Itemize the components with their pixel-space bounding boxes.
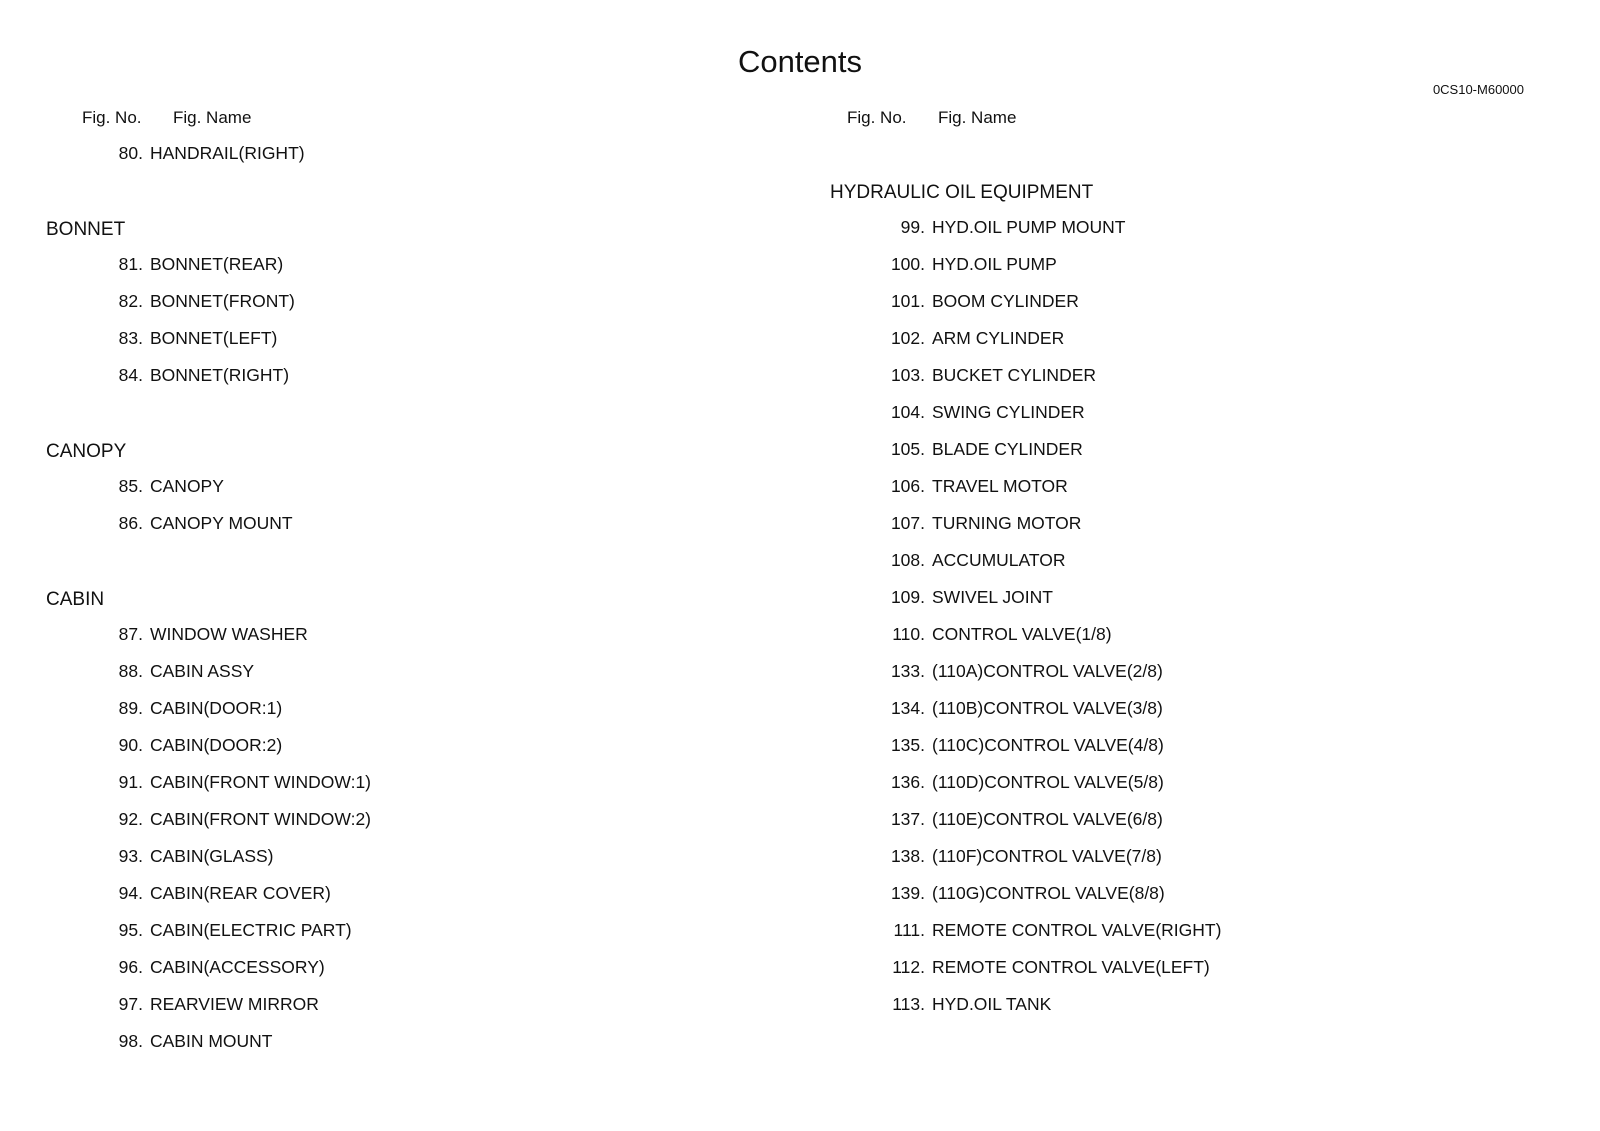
contents-entry[interactable]: [830, 248, 1530, 285]
fig-name: REMOTE CONTROL VALVE(RIGHT): [932, 920, 1222, 940]
contents-entry[interactable]: [830, 803, 1530, 840]
contents-entry[interactable]: [46, 1025, 746, 1062]
fig-number: 97.: [118, 994, 143, 1014]
page-title: Contents: [737, 44, 863, 79]
contents-entry[interactable]: [46, 729, 746, 766]
contents-entry[interactable]: [830, 322, 1530, 359]
fig-name: BONNET(RIGHT): [150, 365, 290, 385]
fig-number: 137.: [890, 809, 925, 829]
fig-name: REMOTE CONTROL VALVE(LEFT): [932, 957, 1210, 977]
contents-entry[interactable]: [830, 433, 1530, 470]
fig-number: 104.: [890, 402, 925, 422]
contents-entry[interactable]: [46, 507, 746, 544]
fig-name: WINDOW WASHER: [150, 624, 308, 644]
contents-entry[interactable]: [46, 470, 746, 507]
fig-name: BONNET(FRONT): [150, 291, 295, 311]
fig-number: 135.: [890, 735, 925, 755]
fig-name: HYD.OIL PUMP MOUNT: [932, 217, 1126, 237]
fig-name: ARM CYLINDER: [932, 328, 1065, 348]
fig-name: (110A)CONTROL VALVE(2/8): [932, 661, 1163, 681]
fig-number: 92.: [118, 809, 143, 829]
fig-number: 107.: [890, 513, 925, 533]
fig-number: 111.: [893, 920, 925, 940]
section-heading: HYDRAULIC OIL EQUIPMENT: [830, 182, 1094, 203]
fig-name: CABIN(REAR COVER): [150, 883, 331, 903]
fig-number: 93.: [118, 846, 143, 866]
left-contents-column: [46, 137, 746, 1062]
fig-number: 99.: [900, 217, 925, 237]
fig-number: 88.: [118, 661, 143, 681]
fig-name: (110B)CONTROL VALVE(3/8): [932, 698, 1163, 718]
contents-entry[interactable]: [46, 692, 746, 729]
contents-entry[interactable]: [830, 729, 1530, 766]
fig-number: 95.: [118, 920, 143, 940]
fig-name: HYD.OIL TANK: [932, 994, 1052, 1014]
fig-number: 80.: [118, 143, 143, 163]
fig-number: 108.: [890, 550, 925, 570]
fig-number: 94.: [118, 883, 143, 903]
fig-name: CONTROL VALVE(1/8): [932, 624, 1112, 644]
fig-name-header: Fig. Name: [173, 108, 252, 127]
fig-number: 112.: [892, 957, 925, 977]
fig-name: BOOM CYLINDER: [932, 291, 1079, 311]
fig-name: (110E)CONTROL VALVE(6/8): [932, 809, 1163, 829]
contents-entry[interactable]: [830, 914, 1530, 951]
fig-name: HANDRAIL(RIGHT): [150, 143, 305, 163]
right-contents-column: [830, 137, 1530, 1025]
blank-row: [830, 137, 1530, 174]
fig-name: SWING CYLINDER: [932, 402, 1085, 422]
fig-number: 83.: [118, 328, 143, 348]
contents-entry[interactable]: [46, 840, 746, 877]
contents-entry[interactable]: [46, 988, 746, 1025]
fig-number: 110.: [892, 624, 925, 644]
fig-name: TURNING MOTOR: [932, 513, 1082, 533]
contents-entry[interactable]: [46, 877, 746, 914]
section-heading-row: [46, 211, 746, 248]
blank-row: [46, 396, 746, 433]
fig-number: 109.: [890, 587, 925, 607]
fig-number: 82.: [118, 291, 143, 311]
fig-name: BLADE CYLINDER: [932, 439, 1083, 459]
fig-name: (110F)CONTROL VALVE(7/8): [932, 846, 1162, 866]
fig-name: (110C)CONTROL VALVE(4/8): [932, 735, 1164, 755]
fig-number: 85.: [118, 476, 143, 496]
fig-name: CABIN(FRONT WINDOW:2): [150, 809, 372, 829]
fig-number: 138.: [890, 846, 925, 866]
fig-name: (110D)CONTROL VALVE(5/8): [932, 772, 1164, 792]
contents-entry[interactable]: [830, 766, 1530, 803]
fig-number: 100.: [890, 254, 925, 274]
fig-number: 105.: [890, 439, 925, 459]
fig-number: 90.: [118, 735, 143, 755]
fig-number: 106.: [890, 476, 925, 496]
contents-entry[interactable]: [830, 507, 1530, 544]
contents-entry[interactable]: [46, 951, 746, 988]
fig-name: HYD.OIL PUMP: [932, 254, 1057, 274]
contents-entry[interactable]: [830, 988, 1530, 1025]
contents-entry[interactable]: [830, 655, 1530, 692]
fig-number: 139.: [890, 883, 925, 903]
fig-number: 87.: [118, 624, 143, 644]
section-heading-row: [46, 581, 746, 618]
contents-entry[interactable]: [830, 877, 1530, 914]
fig-number: 96.: [118, 957, 143, 977]
contents-entry[interactable]: [830, 618, 1530, 655]
contents-entry[interactable]: [830, 359, 1530, 396]
section-heading-row: [830, 174, 1530, 211]
contents-entry[interactable]: [830, 285, 1530, 322]
fig-name: BONNET(REAR): [150, 254, 284, 274]
fig-no-header: Fig. No.: [847, 108, 907, 127]
fig-number: 134.: [890, 698, 925, 718]
section-heading: BONNET: [46, 219, 126, 240]
fig-number: 98.: [118, 1031, 143, 1051]
fig-name: CABIN(FRONT WINDOW:1): [150, 772, 372, 792]
contents-entry[interactable]: [830, 211, 1530, 248]
fig-name: SWIVEL JOINT: [932, 587, 1053, 607]
fig-name: TRAVEL MOTOR: [932, 476, 1068, 496]
fig-number: 113.: [892, 994, 925, 1014]
fig-name: CANOPY: [150, 476, 224, 496]
document-code: 0CS10-M60000: [1432, 82, 1524, 97]
contents-entry[interactable]: [830, 840, 1530, 877]
contents-entry[interactable]: [46, 137, 746, 174]
contents-entry[interactable]: [46, 914, 746, 951]
contents-entry[interactable]: [46, 766, 746, 803]
fig-number: 136.: [890, 772, 925, 792]
contents-entry[interactable]: [830, 692, 1530, 729]
fig-number: 89.: [118, 698, 143, 718]
contents-entry[interactable]: [46, 285, 746, 322]
fig-name-header: Fig. Name: [938, 108, 1017, 127]
blank-row: [46, 544, 746, 581]
fig-number: 91.: [118, 772, 143, 792]
fig-name: CABIN(DOOR:1): [150, 698, 283, 718]
fig-number: 86.: [118, 513, 143, 533]
contents-entry[interactable]: [46, 655, 746, 692]
contents-entry[interactable]: [46, 322, 746, 359]
fig-number: 103.: [890, 365, 925, 385]
fig-name: (110G)CONTROL VALVE(8/8): [932, 883, 1165, 903]
contents-entry[interactable]: [830, 544, 1530, 581]
contents-entry[interactable]: [830, 951, 1530, 988]
contents-entry[interactable]: [830, 470, 1530, 507]
section-heading: CABIN: [46, 589, 105, 610]
section-heading: CANOPY: [46, 441, 127, 462]
contents-entry[interactable]: [46, 618, 746, 655]
fig-name: CABIN(GLASS): [150, 846, 274, 866]
contents-entry[interactable]: [830, 396, 1530, 433]
fig-name: REARVIEW MIRROR: [150, 994, 319, 1014]
fig-name: CABIN ASSY: [150, 661, 255, 681]
fig-number: 102.: [890, 328, 925, 348]
fig-number: 101.: [890, 291, 925, 311]
fig-name: CABIN(DOOR:2): [150, 735, 283, 755]
fig-name: CABIN MOUNT: [150, 1031, 273, 1051]
contents-entry[interactable]: [46, 803, 746, 840]
fig-name: CANOPY MOUNT: [150, 513, 293, 533]
section-heading-row: [46, 433, 746, 470]
fig-name: BUCKET CYLINDER: [932, 365, 1097, 385]
fig-number: 81.: [118, 254, 143, 274]
fig-name: BONNET(LEFT): [150, 328, 278, 348]
fig-name: CABIN(ELECTRIC PART): [150, 920, 352, 940]
fig-number: 84.: [118, 365, 143, 385]
contents-entry[interactable]: [830, 581, 1530, 618]
contents-entry[interactable]: [46, 359, 746, 396]
blank-row: [46, 174, 746, 211]
fig-number: 133.: [890, 661, 925, 681]
contents-entry[interactable]: [46, 248, 746, 285]
fig-name: ACCUMULATOR: [932, 550, 1066, 570]
fig-no-header: Fig. No.: [82, 108, 142, 127]
fig-name: CABIN(ACCESSORY): [150, 957, 325, 977]
